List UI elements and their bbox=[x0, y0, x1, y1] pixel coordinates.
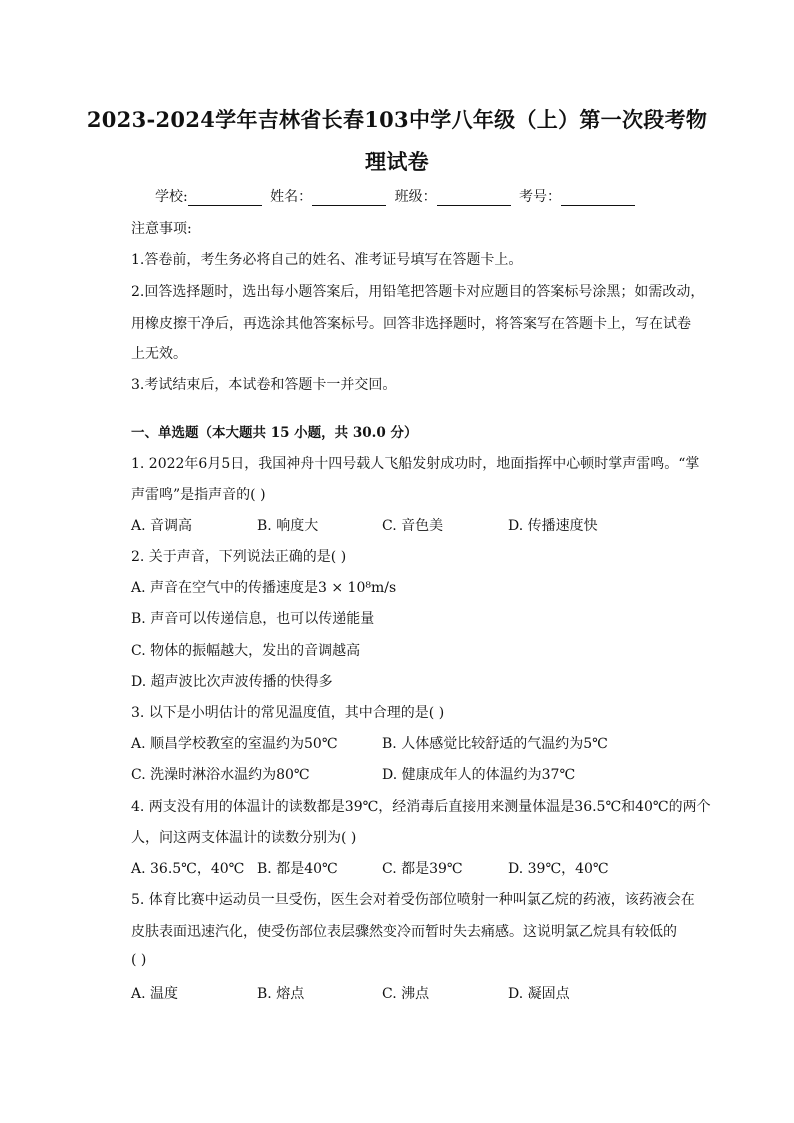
question-4-line2: 人，问这两支体温计的读数分别为( ) bbox=[131, 830, 357, 846]
notice-item-1: 1.答卷前，考生务必将自己的姓名、准考证号填写在答题卡上。 bbox=[131, 252, 523, 268]
question-3-option-a[interactable]: A. 顺昌学校教室的室温约为50℃ bbox=[131, 736, 338, 752]
question-4-option-a[interactable]: A. 36.5℃，40℃ bbox=[131, 861, 245, 877]
question-5-option-c[interactable]: C. 沸点 bbox=[382, 986, 430, 1002]
question-1-option-a[interactable]: A. 音调高 bbox=[131, 518, 193, 534]
name-blank[interactable] bbox=[312, 191, 386, 206]
class-label: 班级： bbox=[394, 189, 437, 205]
school-blank[interactable] bbox=[188, 191, 262, 206]
question-1-line2: 声雷鸣”是指声音的( ) bbox=[131, 487, 266, 503]
question-5-line2: 皮肤表面迅速汽化，使受伤部位表层骤然变冷而暂时失去痛感。这说明氯乙烷具有较低的 bbox=[131, 924, 677, 940]
notice-heading: 注意事项: bbox=[131, 221, 192, 237]
exam-title-line1: 2023-2024学年吉林省长春103中学八年级（上）第一次段考物 bbox=[86, 107, 708, 132]
question-2-option-d[interactable]: D. 超声波比次声波传播的快得多 bbox=[131, 674, 333, 690]
question-3-option-d[interactable]: D. 健康成年人的体温约为37℃ bbox=[382, 767, 576, 783]
exam-title-line2: 理试卷 bbox=[365, 149, 429, 174]
question-3-option-b[interactable]: B. 人体感觉比较舒适的气温约为5℃ bbox=[382, 736, 608, 752]
question-1-line1: 1. 2022年6月5日，我国神舟十四号载人飞船发射成功时，地面指挥中心顿时掌声雷鸣。“掌 bbox=[131, 456, 700, 472]
question-1-option-d[interactable]: D. 传播速度快 bbox=[508, 518, 598, 534]
question-4-option-c[interactable]: C. 都是39℃ bbox=[382, 861, 463, 877]
question-2-option-b[interactable]: B. 声音可以传递信息，也可以传递能量 bbox=[131, 611, 375, 627]
notice-item-2-line2: 用橡皮擦干净后，再选涂其他答案标号。回答非选择题时，将答案写在答题卡上，写在试卷 bbox=[131, 316, 691, 332]
exam-number-blank[interactable] bbox=[561, 191, 635, 206]
question-5-option-a[interactable]: A. 温度 bbox=[131, 986, 179, 1002]
question-4-option-d[interactable]: D. 39℃，40℃ bbox=[508, 861, 609, 877]
question-4-line1: 4. 两支没有用的体温计的读数都是39℃，经消毒后直接用来测量体温是36.5℃和40℃的两个 bbox=[131, 799, 711, 815]
school-label: 学校: bbox=[154, 189, 188, 205]
question-4-option-b[interactable]: B. 都是40℃ bbox=[257, 861, 338, 877]
question-1-option-c[interactable]: C. 音色美 bbox=[382, 518, 444, 534]
notice-item-3: 3.考试结束后，本试卷和答题卡一并交回。 bbox=[131, 377, 397, 393]
question-2-option-a[interactable]: A. 声音在空气中的传播速度是3 × 10⁸m/s bbox=[131, 580, 397, 596]
question-1-option-b[interactable]: B. 响度大 bbox=[257, 518, 319, 534]
question-2-line1: 2. 关于声音，下列说法正确的是( ) bbox=[131, 549, 347, 565]
section-heading: 一、单选题（本大题共 15 小题，共 30.0 分） bbox=[131, 425, 418, 441]
question-5-line3: ( ) bbox=[131, 952, 147, 968]
question-5-option-d[interactable]: D. 凝固点 bbox=[508, 986, 570, 1002]
student-info-row bbox=[0, 186, 794, 206]
question-2-option-c[interactable]: C. 物体的振幅越大，发出的音调越高 bbox=[131, 643, 361, 659]
question-3-option-c[interactable]: C. 洗澡时淋浴水温约为80℃ bbox=[131, 767, 310, 783]
notice-item-2-line1: 2.回答选择题时，选出每小题答案后，用铅笔把答题卡对应题目的答案标号涂黑；如需改动， bbox=[131, 284, 705, 300]
exam-number-label: 考号： bbox=[519, 189, 562, 205]
name-label: 姓名： bbox=[270, 189, 313, 205]
question-5-option-b[interactable]: B. 熔点 bbox=[257, 986, 305, 1002]
class-blank[interactable] bbox=[437, 191, 511, 206]
question-3-line1: 3. 以下是小明估计的常见温度值，其中合理的是( ) bbox=[131, 705, 445, 721]
question-5-line1: 5. 体育比赛中运动员一旦受伤，医生会对着受伤部位喷射一种叫氯乙烷的药液，该药液会在 bbox=[131, 892, 695, 908]
notice-item-2-line3: 上无效。 bbox=[131, 346, 187, 362]
